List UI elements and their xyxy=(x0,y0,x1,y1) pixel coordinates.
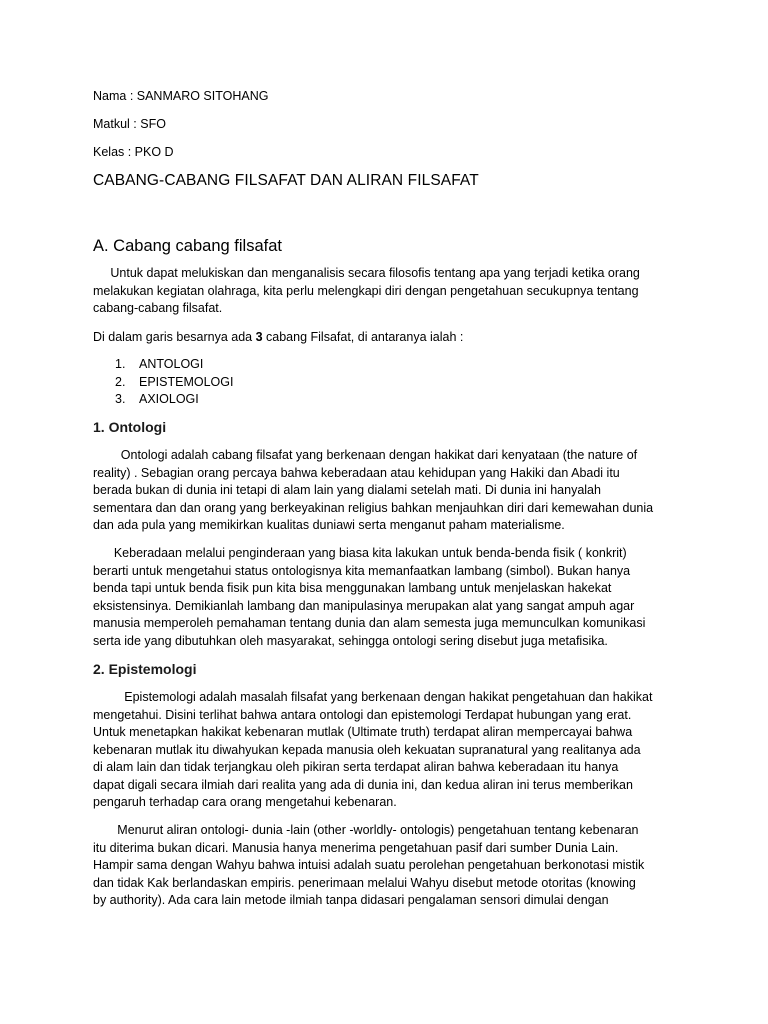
paragraph-line: eksistensinya. Demikianlah lambang dan manipulasinya merupakan alat yang sangat ampuh agar xyxy=(93,598,635,613)
paragraph-line: melakukan kegiatan olahraga, kita perlu melengkapi diri dengan pengetahuan secukupnya tentang xyxy=(93,283,639,298)
paragraph-line: Untuk menetapkan hakikat kebenaran mutlak (Ultimate truth) terdapat aliran mempercayai bahwa xyxy=(93,725,633,739)
branch-list xyxy=(93,356,233,409)
summary-text-after: cabang Filsafat, di antaranya ialah : xyxy=(262,330,464,344)
list-item-number: 3. xyxy=(115,392,126,406)
epistemologi-paragraph-1 xyxy=(93,689,683,812)
paragraph-line: by authority). Ada cara lain metode ilmiah tanpa didasari pengalaman sensori dimulai dengan xyxy=(93,893,609,907)
paragraph-line: Untuk dapat melukiskan dan menganalisis secara filosofis tentang apa yang terjadi ketika orang xyxy=(93,266,640,280)
ontologi-heading: 1. Ontologi xyxy=(93,419,167,435)
document-page xyxy=(93,0,683,1024)
paragraph-line: manusia memperoleh pemahaman tentang dunia dan alam semesta juga memunculkan komunikasi xyxy=(93,616,646,630)
list-item xyxy=(93,374,233,392)
section-a-heading: A. Cabang cabang filsafat xyxy=(93,237,282,255)
ontologi-paragraph-1 xyxy=(93,447,683,535)
paragraph-line: Ontologi adalah cabang filsafat yang berkenaan dengan hakikat dari kenyataan (the nature of xyxy=(93,448,638,462)
paragraph-line: Epistemologi adalah masalah filsafat yang berkenaan dengan hakikat pengetahuan dan hakikat xyxy=(93,690,653,704)
list-item-label: EPISTEMOLOGI xyxy=(139,374,234,389)
paragraph-line: sementara dan dan orang yang berkeyakinan religius bahkan menjauhkan diri dari kemewahan dunia xyxy=(93,500,654,515)
class-name: Kelas : PKO D xyxy=(93,145,174,159)
paragraph-line: dan tidak Kak berlandaskan empiris. penerimaan melalui Wahyu disebut metode otoritas (knowing xyxy=(93,875,636,890)
paragraph-line: berarti untuk mengetahui status ontologisnya kita memanfaatkan lambang (simbol). Bukan hanya xyxy=(93,563,631,578)
paragraph-line: serta ide yang dibutuhkan oleh masyarakat, sehingga ontologi sering disebut juga metafisika. xyxy=(93,633,608,648)
list-item xyxy=(93,356,233,374)
student-name: Nama : SANMARO SITOHANG xyxy=(93,89,269,103)
epistemologi-paragraph-2 xyxy=(93,822,683,910)
paragraph-line: mengetahui. Disini terlihat bahwa antara ontologi dan epistemologi Terdapat hubungan yang erat. xyxy=(93,707,632,722)
branch-summary xyxy=(93,329,683,347)
paragraph-line: itu diterima bukan dicari. Manusia hanya menerima pengetahuan pasif dari sumber Dunia Lain. xyxy=(93,840,619,855)
paragraph-line: Keberadaan melalui penginderaan yang biasa kita lakukan untuk benda-benda fisik ( konkrit) xyxy=(93,546,627,560)
list-item-number: 2. xyxy=(115,374,126,389)
paragraph-line: Menurut aliran ontologi- dunia -lain (other -worldly- ontologis) pengetahuan tentang kebenaran xyxy=(93,823,639,837)
list-item-label: AXIOLOGI xyxy=(139,392,199,406)
section-a-intro xyxy=(93,265,683,318)
ontologi-paragraph-2 xyxy=(93,545,683,650)
paragraph-line: benda tapi untuk benda fisik pun kita bisa menggunakan lambang untuk menjelaskan hakekat xyxy=(93,581,612,595)
paragraph-line: reality) . Sebagian orang percaya bahwa keberadaan atau kehidupan yang Hakiki dan Abadi itu xyxy=(93,465,620,480)
summary-text-before: Di dalam garis besarnya ada xyxy=(93,330,256,344)
paragraph-line: dan ada pula yang memikirkan kualitas duniawi serta menganut paham materialisme. xyxy=(93,518,565,532)
list-item-label: ANTOLOGI xyxy=(139,357,204,371)
epistemologi-heading: 2. Epistemologi xyxy=(93,661,197,677)
list-item-number: 1. xyxy=(115,357,126,371)
paragraph-line: kebenaran mutlak itu diwahyukan kepada manusia oleh kekuatan supranatural yang realitanya ada xyxy=(93,742,641,757)
list-item xyxy=(93,391,233,409)
paragraph-line: cabang-cabang filsafat. xyxy=(93,301,223,315)
paragraph-line: di alam lain dan tidak terjangkau oleh pikiran serta terdapat aliran bahwa keberadaan itu hanya xyxy=(93,760,619,774)
course-name: Matkul : SFO xyxy=(93,117,166,131)
paragraph-line: Hampir sama dengan Wahyu bahwa intuisi adalah suatu perolehan pengetahuan berkonotasi mistik xyxy=(93,858,645,872)
paragraph-line: pengaruh terhadap cara orang mengetahui kebenaran. xyxy=(93,795,397,809)
document-title: CABANG-CABANG FILSAFAT DAN ALIRAN FILSAFAT xyxy=(93,172,479,189)
summary-count: 3 xyxy=(255,330,263,344)
paragraph-line: berada bukan di dunia ini tetapi di alam lain yang dialami setelah mati. Di dunia ini hanyalah xyxy=(93,483,601,497)
paragraph-line: dapat digali secara ilmiah dari realita yang ada di dunia ini, dan kedua aliran ini terus memberikan xyxy=(93,777,633,792)
